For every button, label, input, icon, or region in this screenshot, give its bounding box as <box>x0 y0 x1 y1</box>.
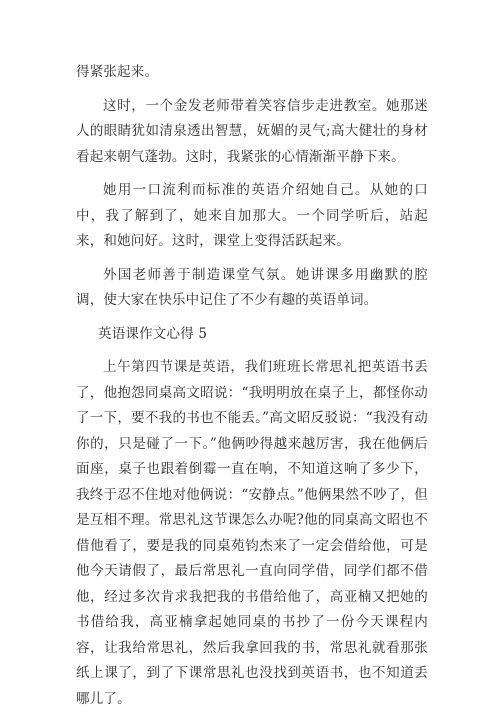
paragraph-introduction: 她用一口流利而标准的英语介绍她自己。从她的口中，我了解到了，她来自加那大。一个同学听后，站起来，和她问好。这时，课堂上变得活跃起来。 <box>76 182 428 249</box>
section-heading: 英语课作文心得 5 <box>98 325 208 342</box>
paragraph-teacher-arrives: 这时，一个金发老师带着笑容信步走进教室。她那迷人的眼睛犹如清泉透出智慧，妩媚的灵气;高大健壮的身材看起来朝气蓬勃。这时，我紧张的心情渐渐平静下来。 <box>76 97 428 165</box>
document-page <box>76 60 428 720</box>
paragraph-continuation: 得紧张起来。 <box>76 64 159 80</box>
paragraph-lost-book: 上午第四节课是英语，我们班班长常思礼把英语书丢了，他抱怨同桌高文昭说：“我明明放在桌子上，都怪你动了一下，要不我的书也不能丢。”高文昭反驳说：“我没有动你的，只是碰了一下。”他俩吵得越来越厉害，我在他俩后面座，桌子也跟着倒霉一直在响，不知道这响了多少下，我终于忍不住地对他俩说：“安静点。”他俩果然不吵了，但是互相不理。常思礼这节课怎么办呢?他的同桌高文昭也不借他看了，要是我的同桌苑钧杰来了一定会借给他，可是他今天请假了，最后常思礼一直向同学借，同学们都不借他，经过多次肯求我把我的书借给他了，高亚楠又把她的书借给我，高亚楠拿起她同桌的书抄了一份今天课程内容，让我给常思礼，然后我拿回我的书，常思礼就看那张纸上课了，到了下课常思礼也没找到英语书，也不知道丢哪儿了。 <box>76 359 428 707</box>
paragraph-class-atmosphere: 外国老师善于制造课堂气氛。她讲课多用幽默的腔调，使大家在快乐中记住了不少有趣的英语单词。 <box>76 266 428 308</box>
